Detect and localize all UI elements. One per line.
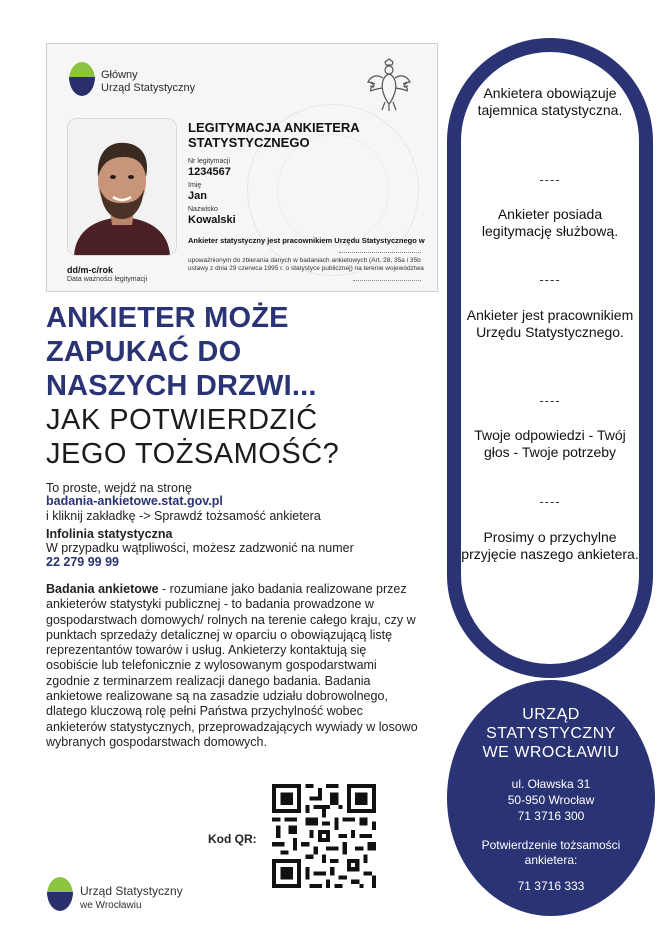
office-verify-phone[interactable]: 71 3716 333 <box>517 879 585 893</box>
pill-separator: ---- <box>539 272 561 287</box>
pill-item-employee: Ankieter jest pracownikiem Urzędu Statystycznego. <box>466 307 634 340</box>
eagle-emblem-icon <box>365 58 413 112</box>
info-pill <box>447 38 653 678</box>
pill-item-confidentiality: Ankietera obowiązuje tajemnica statystyczna. <box>477 85 623 118</box>
verify-instruction: i kliknij zakładkę -> Sprawdź tożsamość ankietera <box>46 509 321 523</box>
card-title: LEGITYMACJA ANKIETERA STATYSTYCZNEGO <box>188 120 360 150</box>
validity-value: dd/m-c/rok <box>67 265 114 275</box>
pill-item-id: Ankieter posiada legitymację służbową. <box>481 206 619 239</box>
employee-note: Ankieter statystyczny jest pracownikiem Urzędu Statystycznego w <box>188 236 425 245</box>
pill-separator: ---- <box>539 494 561 509</box>
validity-label: Data ważności legitymacji <box>67 276 148 283</box>
gus-logo-line2: Urząd Statystyczny <box>101 82 196 94</box>
authorization-note: upoważnionym do zbierania danych w badaniach ankietowych (Art. 28, 35a i 35b ustawy z dnia 29 czerwca 1995 r. o statystyce publicznej) na terenie województwa <box>188 257 424 272</box>
office-name: URZĄD STATYSTYCZNY WE WROCŁAWIU <box>482 706 620 761</box>
pill-separator: ---- <box>539 393 561 408</box>
body-text: - rozumiane jako badania realizowane przez ankieterów statystyki publicznej - to badania prowadzone w gospodarstwach domowych/ rolnych na terenie całego kraju, czy w punktach sprzedaży detalicznej w oparciu o obowiązującą listę reprezentantów towarów i usług. Ankieterzy kontaktują się osobiście lub telefonicznie z wylosowanym gospodarstwami zgodnie z terminarzem realizacji danego badania. Badania ankietowe realizowane są na zasadzie udziału dobrowolnego, dlatego kluczową rolę pełni Państwa przychylność wobec ankieterów statystycznych, przeprowadzających wywiady w losowo wybranych gospodarstwach domowych. <box>46 582 418 749</box>
gus-logo-icon <box>69 62 95 96</box>
hotline-text: W przypadku wątpliwości, możesz zadzwonić na numer <box>46 541 354 555</box>
number-label: Nr legitymacji <box>188 158 231 165</box>
office-verify-label: Potwierdzenie tożsamości ankietera: <box>481 838 621 867</box>
hotline-title: Infolinia statystyczna <box>46 527 173 541</box>
qr-label: Kod QR: <box>208 832 257 846</box>
first-name-label: Imię <box>188 182 202 189</box>
pill-item-voice: Twoje odpowiedzi - Twój głos - Twoje potrzeby <box>474 427 626 460</box>
card-watermark-inner <box>277 134 389 246</box>
office-phone[interactable]: 71 3716 300 <box>517 809 585 823</box>
gus-logo-line1: Główny <box>101 69 138 81</box>
body-paragraph <box>46 582 418 750</box>
headline-bold: ANKIETER MOŻE ZAPUKAĆ DO NASZYCH DRZWI... <box>46 302 317 402</box>
body-term: Badania ankietowe <box>46 582 159 596</box>
number-value: 1234567 <box>188 166 231 178</box>
last-name-label: Nazwisko <box>188 206 218 213</box>
qr-code-icon[interactable] <box>272 784 376 888</box>
dotted-line <box>339 252 421 253</box>
hotline-number[interactable]: 22 279 99 99 <box>46 555 119 569</box>
bottom-logo-line1: Urząd Statystyczny <box>80 884 183 898</box>
dotted-line <box>353 280 421 281</box>
verify-url-link[interactable]: badania-ankietowe.stat.gov.pl <box>46 494 223 508</box>
id-card <box>46 43 438 292</box>
portrait-photo <box>67 118 177 256</box>
pill-separator: ---- <box>539 172 561 187</box>
office-address: ul. Oławska 31 50-950 Wrocław 71 3716 300 <box>447 776 655 824</box>
pill-item-request: Prosimy o przychylne przyjęcie naszego ankietera. <box>461 529 639 562</box>
bottom-logo-line2: we Wrocławiu <box>80 900 142 911</box>
headline-question: JAK POTWIERDZIĆ JEGO TOŻSAMOŚĆ? <box>46 404 340 470</box>
first-name-value: Jan <box>188 190 207 202</box>
verify-intro: To proste, wejdź na stronę <box>46 481 192 495</box>
us-wroclaw-logo-icon <box>47 877 73 911</box>
last-name-value: Kowalski <box>188 214 236 226</box>
